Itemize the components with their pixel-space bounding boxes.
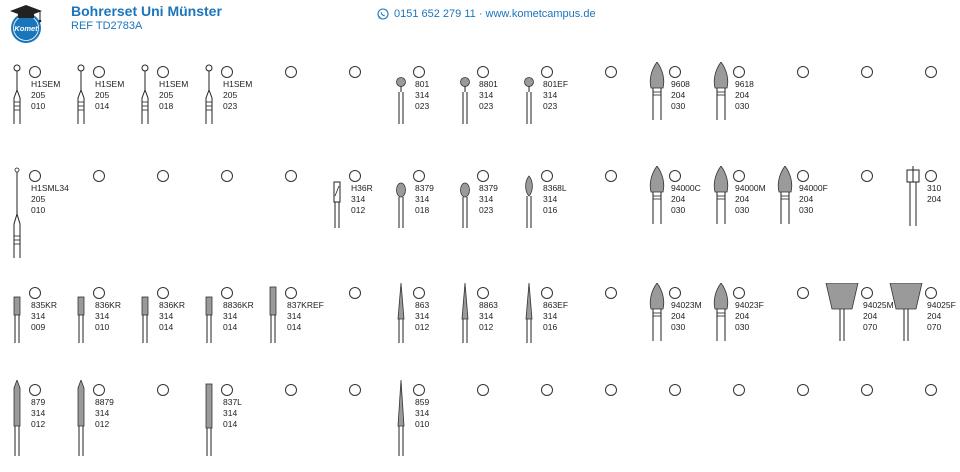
cylinder-short-bur-icon (72, 283, 90, 375)
bur-shank: 204 (735, 194, 750, 204)
bur-size: 023 (543, 101, 558, 111)
bur-label (31, 79, 60, 112)
bur-slot-8863 (452, 283, 516, 375)
slot-marker-circle (157, 170, 169, 182)
bur-label (735, 79, 754, 112)
bur-slot-empty (260, 166, 324, 258)
bur-shank: 314 (479, 311, 494, 321)
bur-name: H36R (351, 183, 373, 193)
round-long-bur-icon (136, 62, 154, 154)
bur-name: 8863 (479, 300, 498, 310)
slot-marker-circle (29, 170, 41, 182)
bur-shank: 204 (735, 90, 750, 100)
bur-shank: 314 (415, 90, 430, 100)
bur-size: 012 (95, 419, 110, 429)
bur-name: H1SEM (159, 79, 189, 89)
slot-marker-circle (221, 287, 233, 299)
bur-label (95, 397, 114, 430)
bur-size: 018 (159, 101, 174, 111)
slot-marker-circle (221, 170, 233, 182)
bur-label (799, 183, 828, 216)
slot-marker-circle (477, 384, 489, 396)
bur-slot-94023f (708, 283, 772, 375)
bur-label (479, 79, 498, 112)
flame-large-bur-icon (648, 283, 666, 375)
slot-marker-circle (541, 384, 553, 396)
bur-size: 012 (415, 322, 430, 332)
diamond-pear-bur-icon (520, 166, 538, 258)
bur-size: 010 (415, 419, 430, 429)
bur-size: 014 (223, 419, 238, 429)
bur-name: 837KREF (287, 300, 324, 310)
bur-slot-empty (836, 62, 900, 154)
bur-size: 018 (415, 205, 430, 215)
reference-number: REF TD2783A (71, 20, 143, 32)
bur-label (415, 79, 429, 112)
carbide-cylinder-bur-icon (328, 166, 346, 258)
slot-marker-circle (861, 170, 873, 182)
bur-size: 023 (479, 101, 494, 111)
bur-size: 023 (415, 101, 430, 111)
bur-slot-836kr (132, 283, 196, 375)
needle-bur-icon (456, 283, 474, 375)
bur-name: 94000M (735, 183, 766, 193)
bur-name: 8368L (543, 183, 567, 193)
bur-slot-h1sem (196, 62, 260, 154)
bur-shank: 204 (927, 194, 942, 204)
bur-slot-empty (900, 380, 960, 472)
bur-shank: 314 (479, 90, 494, 100)
diamond-round-bur-icon (456, 62, 474, 154)
bur-shank: 314 (31, 311, 46, 321)
bur-name: 310 (927, 183, 942, 193)
diamond-egg-bur-icon (456, 166, 474, 258)
bur-slot-empty (324, 283, 388, 375)
slot-marker-circle (349, 287, 361, 299)
round-long-bur-icon (72, 62, 90, 154)
bur-name: 94000F (799, 183, 828, 193)
slot-marker-circle (285, 170, 297, 182)
bur-size: 030 (671, 205, 686, 215)
bur-size: 023 (223, 101, 238, 111)
round-xlong-bur-icon (8, 166, 26, 258)
flame-large-bur-icon (648, 166, 666, 258)
slot-marker-circle (669, 287, 681, 299)
bur-slot-8836kr (196, 283, 260, 375)
slot-marker-circle (157, 384, 169, 396)
slot-marker-circle (733, 384, 745, 396)
bur-name: 94000C (671, 183, 701, 193)
slot-marker-circle (861, 66, 873, 78)
bur-size: 070 (927, 322, 942, 332)
slot-marker-circle (541, 287, 553, 299)
bur-slot-8379 (388, 166, 452, 258)
round-long-bur-icon (200, 62, 218, 154)
mandrel-bur-icon (904, 166, 922, 258)
slot-marker-circle (477, 66, 489, 78)
bur-slot-empty (516, 380, 580, 472)
bur-slot-empty (68, 166, 132, 258)
bur-label (287, 300, 324, 333)
slot-marker-circle (93, 66, 105, 78)
flame-large-bur-icon (712, 62, 730, 154)
bur-shank: 205 (31, 90, 46, 100)
bur-label (95, 79, 124, 112)
bur-label (543, 300, 568, 333)
bur-shank: 314 (351, 194, 366, 204)
bur-size: 030 (671, 101, 686, 111)
bur-label (671, 183, 701, 216)
bur-label (415, 300, 429, 333)
bur-label (735, 300, 764, 333)
bur-size: 012 (351, 205, 366, 215)
slot-marker-circle (797, 384, 809, 396)
bur-name: 94025M (863, 300, 894, 310)
bur-size: 012 (31, 419, 46, 429)
bur-name: 801 (415, 79, 430, 89)
bur-slot-9618 (708, 62, 772, 154)
bur-size: 009 (31, 322, 46, 332)
slot-marker-circle (285, 384, 297, 396)
bur-shank: 204 (735, 311, 750, 321)
bur-name: 863EF (543, 300, 569, 310)
bur-shank: 314 (287, 311, 302, 321)
slot-marker-circle (925, 384, 937, 396)
bur-name: 9618 (735, 79, 754, 89)
taper-long-bur-icon (72, 380, 90, 472)
bur-slot-empty (580, 62, 644, 154)
bur-name: 94023M (671, 300, 702, 310)
bur-slot-empty (836, 166, 900, 258)
cup-bur-icon (824, 283, 864, 375)
bur-name: 8879 (95, 397, 114, 407)
slot-marker-circle (29, 384, 41, 396)
flame-large-bur-icon (776, 166, 794, 258)
bur-name: 801EF (543, 79, 569, 89)
slot-marker-circle (797, 66, 809, 78)
bur-name: 835KR (31, 300, 57, 310)
bur-shank: 314 (415, 408, 430, 418)
slot-marker-circle (925, 287, 937, 299)
diamond-round-bur-icon (520, 62, 538, 154)
bur-label (31, 183, 69, 216)
bur-slot-94000f (772, 166, 836, 258)
bur-slot-94000c (644, 166, 708, 258)
bur-slot-801ef (516, 62, 580, 154)
bur-label (415, 183, 434, 216)
page-title: Bohrerset Uni Münster (71, 3, 222, 19)
bur-size: 014 (223, 322, 238, 332)
bur-size: 014 (95, 101, 110, 111)
slot-marker-circle (733, 287, 745, 299)
slot-marker-circle (413, 287, 425, 299)
bur-label (351, 183, 373, 216)
bur-slot-empty (324, 380, 388, 472)
slot-marker-circle (413, 66, 425, 78)
slot-marker-circle (477, 287, 489, 299)
slot-marker-circle (157, 287, 169, 299)
bur-slot-empty (708, 380, 772, 472)
bur-slot-863ef (516, 283, 580, 375)
bur-size: 010 (95, 322, 110, 332)
bur-slot-empty (260, 380, 324, 472)
bur-shank: 205 (223, 90, 238, 100)
bur-size: 030 (799, 205, 814, 215)
slot-marker-circle (349, 170, 361, 182)
svg-text:Komet: Komet (14, 24, 38, 33)
bur-label (543, 79, 568, 112)
bur-name: 837L (223, 397, 242, 407)
bur-size: 030 (671, 322, 686, 332)
bur-slot-863 (388, 283, 452, 375)
slot-marker-circle (669, 384, 681, 396)
diamond-egg-bur-icon (392, 166, 410, 258)
taper-long-bur-icon (8, 380, 26, 472)
bur-label (479, 183, 498, 216)
bur-size: 016 (543, 322, 558, 332)
bur-label (159, 300, 185, 333)
flame-large-bur-icon (712, 283, 730, 375)
bur-name: H1SML34 (31, 183, 69, 193)
bur-slot-empty (324, 62, 388, 154)
bur-slot-h1sem (132, 62, 196, 154)
cylinder-long-bur-icon (264, 283, 282, 375)
slot-marker-circle (285, 287, 297, 299)
cylinder-short-bur-icon (8, 283, 26, 375)
bur-name: H1SEM (31, 79, 61, 89)
slot-marker-circle (541, 170, 553, 182)
bur-label (671, 79, 690, 112)
bur-slot-836kr (68, 283, 132, 375)
cylinder-xlong-bur-icon (200, 380, 218, 472)
bur-slot-837l (196, 380, 260, 472)
slot-marker-circle (605, 66, 617, 78)
bur-size: 070 (863, 322, 878, 332)
contact-text: 0151 652 279 11 · www.kometcampus.de (394, 8, 596, 20)
bur-shank: 314 (479, 194, 494, 204)
bur-label (159, 79, 188, 112)
slot-marker-circle (93, 384, 105, 396)
bur-slot-empty (580, 166, 644, 258)
slot-marker-circle (221, 66, 233, 78)
bur-label (31, 397, 45, 430)
slot-marker-circle (93, 170, 105, 182)
bur-slot-h1sem (68, 62, 132, 154)
bur-slot-empty (644, 380, 708, 472)
bur-name: 9608 (671, 79, 690, 89)
bur-name: 859 (415, 397, 430, 407)
bur-name: 94023F (735, 300, 764, 310)
bur-label (927, 183, 941, 205)
bur-name: 94025F (927, 300, 956, 310)
bur-slot-h1sem (4, 62, 68, 154)
bur-label (223, 300, 254, 333)
bur-name: 8379 (415, 183, 434, 193)
slot-marker-circle (29, 66, 41, 78)
bur-label (479, 300, 498, 333)
slot-marker-circle (349, 384, 361, 396)
bur-slot-94000m (708, 166, 772, 258)
bur-slot-empty (196, 166, 260, 258)
slot-marker-circle (861, 287, 873, 299)
bur-size: 014 (159, 322, 174, 332)
bur-slot-8801 (452, 62, 516, 154)
bur-shank: 204 (799, 194, 814, 204)
slot-marker-circle (29, 287, 41, 299)
bur-slot-h36r (324, 166, 388, 258)
bur-name: H1SEM (95, 79, 125, 89)
slot-marker-circle (605, 384, 617, 396)
bur-size: 012 (479, 322, 494, 332)
bur-slot-empty (772, 380, 836, 472)
bur-slot-837kref (260, 283, 324, 375)
bur-slot-8368l (516, 166, 580, 258)
bur-name: 836KR (159, 300, 185, 310)
bur-size: 023 (479, 205, 494, 215)
bur-slot-835kr (4, 283, 68, 375)
bur-shank: 205 (159, 90, 174, 100)
bur-size: 010 (31, 101, 46, 111)
bur-slot-empty (580, 283, 644, 375)
bur-shank: 314 (543, 90, 558, 100)
needle-bur-icon (520, 283, 538, 375)
cylinder-short-bur-icon (136, 283, 154, 375)
bur-name: 863 (415, 300, 430, 310)
slot-marker-circle (797, 170, 809, 182)
bur-slot-801 (388, 62, 452, 154)
slot-marker-circle (93, 287, 105, 299)
bur-slot-empty (772, 62, 836, 154)
bur-slot-empty (900, 62, 960, 154)
slot-marker-circle (413, 170, 425, 182)
bur-slot-empty (452, 380, 516, 472)
bur-slot-8879 (68, 380, 132, 472)
slot-marker-circle (669, 66, 681, 78)
flame-large-bur-icon (648, 62, 666, 154)
bur-label (223, 397, 242, 430)
bur-slot-94025f (900, 283, 960, 375)
bur-shank: 204 (671, 311, 686, 321)
bur-label (31, 300, 57, 333)
bur-shank: 205 (95, 90, 110, 100)
bur-shank: 314 (223, 408, 238, 418)
slot-marker-circle (477, 170, 489, 182)
bur-name: 836KR (95, 300, 121, 310)
bur-label (415, 397, 429, 430)
bur-label (543, 183, 567, 216)
bur-size: 030 (735, 205, 750, 215)
cylinder-short-bur-icon (200, 283, 218, 375)
bur-shank: 314 (543, 194, 558, 204)
bur-slot-879 (4, 380, 68, 472)
bur-shank: 204 (927, 311, 942, 321)
bur-slot-empty (580, 380, 644, 472)
bur-slot-empty (132, 380, 196, 472)
slot-marker-circle (349, 66, 361, 78)
bur-slot-94023m (644, 283, 708, 375)
bur-label (223, 79, 252, 112)
bur-name: 879 (31, 397, 46, 407)
bur-shank: 204 (863, 311, 878, 321)
bur-label (95, 300, 121, 333)
diamond-round-bur-icon (392, 62, 410, 154)
needle-bur-icon (392, 283, 410, 375)
bur-label (927, 300, 956, 333)
needle-long-bur-icon (392, 380, 410, 472)
slot-marker-circle (733, 66, 745, 78)
bur-label (671, 300, 702, 333)
slot-marker-circle (541, 66, 553, 78)
bur-slot-h1sml34 (4, 166, 68, 258)
bur-shank: 204 (671, 194, 686, 204)
bur-shank: 314 (543, 311, 558, 321)
bur-slot-9608 (644, 62, 708, 154)
bur-label (735, 183, 766, 216)
bur-name: H1SEM (223, 79, 253, 89)
bur-size: 014 (287, 322, 302, 332)
flame-large-bur-icon (712, 166, 730, 258)
slot-marker-circle (925, 170, 937, 182)
bur-size: 030 (735, 322, 750, 332)
bur-shank: 314 (95, 311, 110, 321)
slot-marker-circle (285, 66, 297, 78)
bur-shank: 314 (31, 408, 46, 418)
bur-name: 8379 (479, 183, 498, 193)
bur-shank: 204 (671, 90, 686, 100)
round-long-bur-icon (8, 62, 26, 154)
slot-marker-circle (733, 170, 745, 182)
bur-shank: 314 (159, 311, 174, 321)
bur-size: 030 (735, 101, 750, 111)
slot-marker-circle (221, 384, 233, 396)
slot-marker-circle (925, 66, 937, 78)
cup-bur-icon (888, 283, 928, 375)
slot-marker-circle (157, 66, 169, 78)
slot-marker-circle (605, 287, 617, 299)
slot-marker-circle (605, 170, 617, 182)
slot-marker-circle (413, 384, 425, 396)
bur-shank: 314 (415, 311, 430, 321)
bur-slot-empty (260, 62, 324, 154)
bur-shank: 314 (95, 408, 110, 418)
bur-name: 8836KR (223, 300, 254, 310)
slot-marker-circle (669, 170, 681, 182)
bur-shank: 314 (415, 194, 430, 204)
bur-shank: 205 (31, 194, 46, 204)
bur-slot-empty (836, 380, 900, 472)
bur-slot-859 (388, 380, 452, 472)
bur-slot-8379 (452, 166, 516, 258)
bur-shank: 314 (223, 311, 238, 321)
slot-marker-circle (861, 384, 873, 396)
bur-name: 8801 (479, 79, 498, 89)
bur-slot-empty (132, 166, 196, 258)
bur-slot-310 (900, 166, 960, 258)
bur-size: 016 (543, 205, 558, 215)
slot-marker-circle (797, 287, 809, 299)
bur-size: 010 (31, 205, 46, 215)
